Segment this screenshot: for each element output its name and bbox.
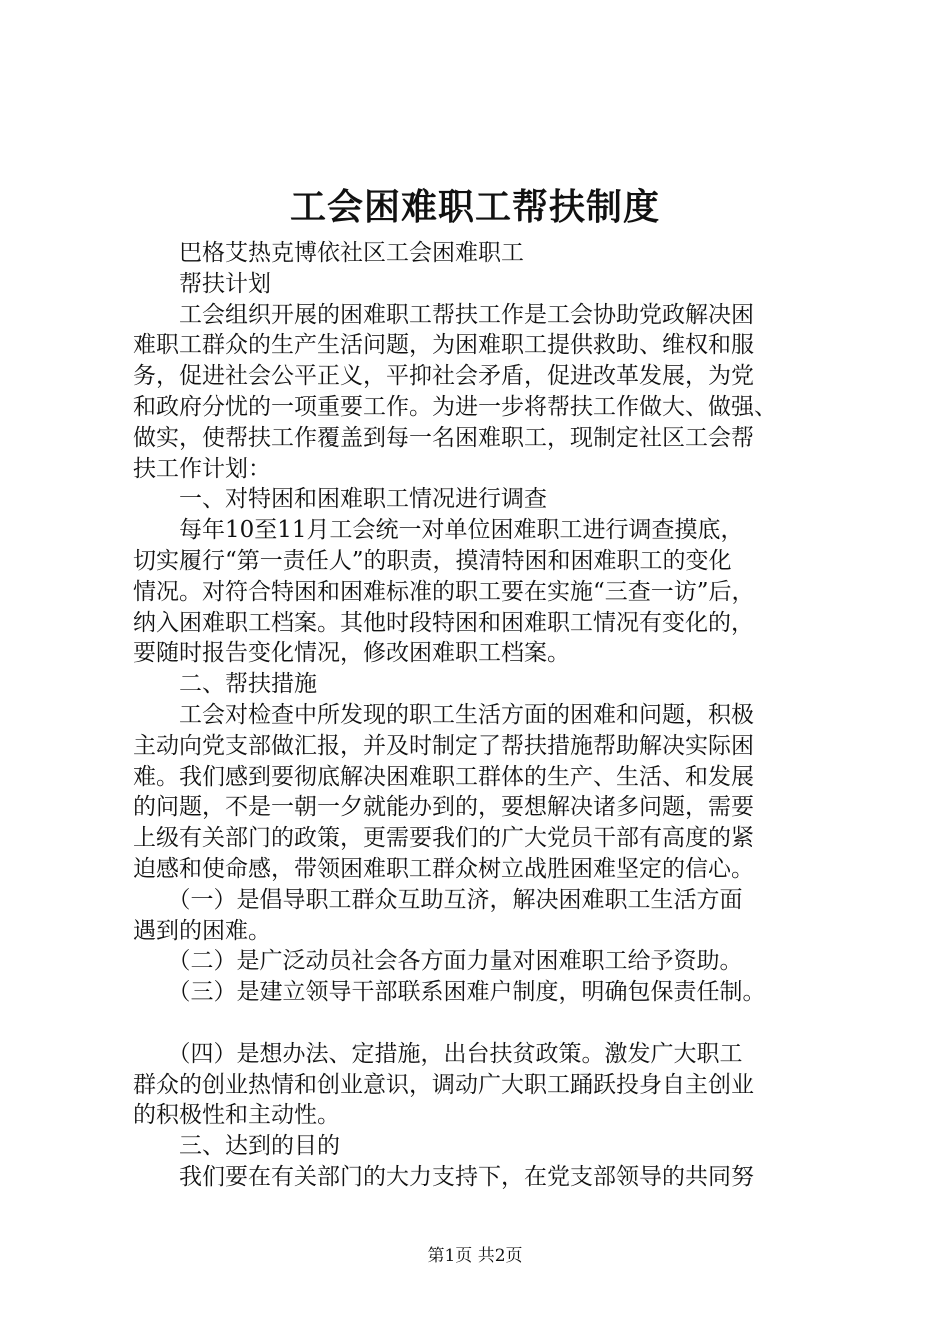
document-title: 工会困难职工帮扶制度	[289, 186, 660, 228]
body-line: 工会组织开展的困难职工帮扶工作是工会协助党政解决困	[133, 301, 754, 328]
body-line: 的积极性和主动性。	[133, 1102, 340, 1129]
body-line: 工会对检查中所发现的职工生活方面的困难和问题，积极	[133, 701, 754, 728]
body-line: 难。我们感到要彻底解决困难职工群体的生产、生活、和发展	[133, 763, 754, 790]
body-line: 和政府分忧的一项重要工作。为进一步将帮扶工作做大、做强、	[133, 393, 777, 420]
body-line: 帮扶计划	[133, 270, 271, 297]
body-line: 扶工作计划：	[133, 455, 271, 482]
body-line: 每年10至11月工会统一对单位困难职工进行调查摸底，	[133, 517, 744, 544]
body-line: 的问题，不是一朝一夕就能办到的，要想解决诸多问题，需要	[133, 794, 754, 821]
body-line: 二、帮扶措施	[133, 671, 317, 698]
body-line: 迫感和使命感，带领困难职工群众树立战胜困难坚定的信心。	[133, 855, 754, 882]
body-line: 情况。对符合特困和困难标准的职工要在实施“三查一访”后，	[133, 578, 755, 605]
body-line: 纳入困难职工档案。其他时段特困和困难职工情况有变化的，	[133, 609, 754, 636]
body-line: 主动向党支部做汇报，并及时制定了帮扶措施帮助解决实际困	[133, 732, 754, 759]
body-line: 巴格艾热克博依社区工会困难职工	[133, 240, 524, 266]
body-line	[133, 1008, 833, 1039]
body-line: （一）是倡导职工群众互助互济，解决困难职工生活方面	[133, 886, 743, 913]
body-line: 做实，使帮扶工作覆盖到每一名困难职工，现制定社区工会帮	[133, 424, 754, 451]
body-line: 我们要在有关部门的大力支持下，在党支部领导的共同努	[133, 1163, 754, 1190]
body-line: 切实履行“第一责任人”的职责，摸清特困和困难职工的变化	[133, 547, 732, 574]
body-line: 遇到的困难。	[133, 917, 271, 944]
body-line: （三）是建立领导干部联系困难户制度，明确包保责任制。	[133, 979, 766, 1006]
body-line: 上级有关部门的政策，更需要我们的广大党员干部有高度的紧	[133, 825, 754, 852]
body-line: （二）是广泛动员社会各方面力量对困难职工给予资助。	[133, 948, 743, 975]
body-line: 一、对特困和困难职工情况进行调查	[133, 486, 547, 513]
body-line: 要随时报告变化情况，修改困难职工档案。	[133, 640, 570, 667]
page-footer: 第1页 共2页	[427, 1246, 523, 1266]
body-line: 三、达到的目的	[133, 1133, 340, 1160]
document-body	[133, 238, 833, 1193]
body-line: 群众的创业热情和创业意识，调动广大职工踊跃投身自主创业	[133, 1071, 754, 1098]
body-line: （四）是想办法、定措施，出台扶贫政策。激发广大职工	[133, 1040, 743, 1067]
body-line: 务，促进社会公平正义，平抑社会矛盾，促进改革发展，为党	[133, 363, 754, 390]
body-line: 难职工群众的生产生活问题，为困难职工提供救助、维权和服	[133, 332, 754, 359]
